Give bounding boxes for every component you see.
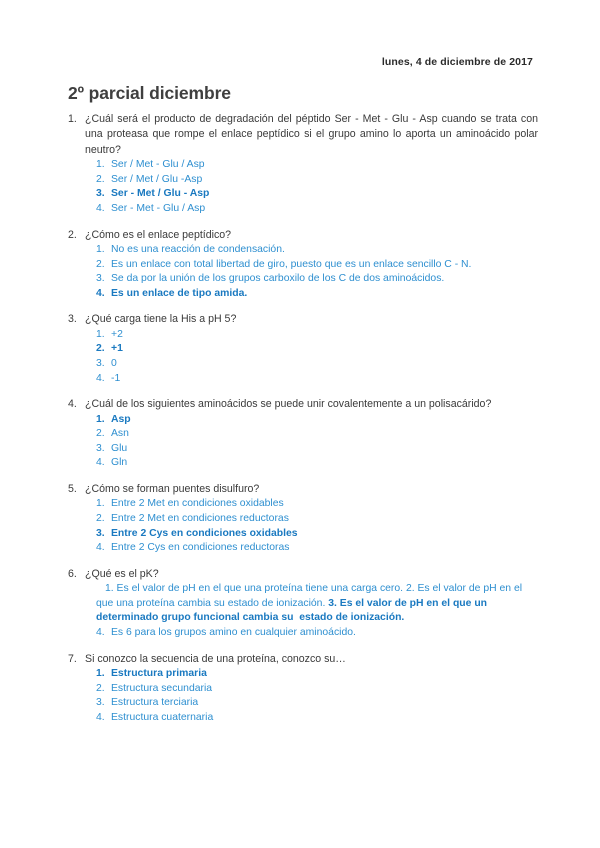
option-number: 4. bbox=[96, 457, 105, 469]
option-number: 1. bbox=[96, 498, 105, 510]
option-item[interactable] bbox=[68, 328, 538, 343]
option-label: +1 bbox=[111, 343, 123, 355]
option-item[interactable] bbox=[68, 427, 538, 442]
option-list bbox=[68, 667, 538, 725]
option-list bbox=[68, 158, 538, 216]
question-block bbox=[68, 652, 538, 726]
option-number: 1. bbox=[96, 413, 105, 425]
page-title: 2º parcial diciembre bbox=[68, 83, 231, 103]
question-text bbox=[68, 397, 538, 412]
option-number: 1. bbox=[96, 244, 105, 255]
option-item-correct[interactable] bbox=[68, 527, 538, 542]
option-list bbox=[68, 626, 538, 641]
question-number: 1. bbox=[68, 113, 77, 125]
option-label: -1 bbox=[111, 372, 121, 384]
option-flow-plain: 1. Es el valor de pH en el que una proteína tiene una carga cero. 2. Es el valor de pH en el que una proteína cambia su estado de ionización. bbox=[96, 583, 523, 609]
option-item[interactable] bbox=[68, 372, 538, 387]
question-body: ¿Qué es el pK? bbox=[85, 567, 159, 580]
question-block bbox=[68, 482, 538, 556]
option-list bbox=[68, 413, 538, 471]
question-text bbox=[68, 652, 538, 667]
question-number: 5. bbox=[68, 482, 77, 495]
option-number: 3. bbox=[96, 697, 105, 709]
option-item[interactable] bbox=[68, 541, 538, 556]
option-item[interactable] bbox=[68, 243, 538, 258]
option-label: Asn bbox=[111, 428, 129, 440]
option-number: 2. bbox=[96, 512, 105, 524]
option-item[interactable] bbox=[68, 357, 538, 372]
option-number: 4. bbox=[96, 203, 105, 214]
option-item-correct[interactable] bbox=[68, 342, 538, 357]
option-label: Ser - Met - Glu / Asp bbox=[111, 203, 206, 214]
question-number: 3. bbox=[68, 313, 77, 326]
option-number: 3. bbox=[96, 357, 105, 369]
option-number: 4. bbox=[96, 626, 105, 638]
option-item[interactable] bbox=[68, 456, 538, 471]
question-text bbox=[68, 228, 538, 243]
option-item[interactable] bbox=[68, 626, 538, 641]
option-number: 2. bbox=[96, 682, 105, 694]
document-date: lunes, 4 de diciembre de 2017 bbox=[381, 56, 533, 68]
option-item[interactable] bbox=[68, 158, 538, 173]
option-item[interactable] bbox=[68, 711, 538, 726]
option-label: Entre 2 Met en condiciones reductoras bbox=[111, 512, 289, 524]
question-block bbox=[68, 228, 538, 302]
option-label: Ser / Met / Glu -Asp bbox=[111, 173, 203, 185]
question-text bbox=[68, 312, 538, 327]
option-flow-correct: 3. Es el valor de pH en el que un determinado grupo funcional cambia su estado de ionización. bbox=[96, 597, 490, 624]
option-list bbox=[68, 497, 538, 555]
option-item[interactable] bbox=[68, 512, 538, 527]
option-item[interactable] bbox=[68, 442, 538, 457]
option-number: 2. bbox=[96, 428, 105, 440]
question-list bbox=[68, 112, 538, 736]
option-label: Estructura secundaria bbox=[111, 682, 213, 694]
option-number: 4. bbox=[96, 542, 105, 554]
option-item-correct[interactable] bbox=[68, 187, 538, 202]
option-label: No es una reacción de condensación. bbox=[111, 244, 285, 255]
option-label: Ser / Met - Glu / Asp bbox=[111, 159, 205, 171]
option-label: Estructura terciaria bbox=[111, 697, 199, 709]
option-item[interactable] bbox=[68, 272, 538, 287]
option-list bbox=[68, 243, 538, 301]
option-label: Asp bbox=[111, 413, 131, 425]
option-item-correct[interactable] bbox=[68, 667, 538, 682]
option-number: 3. bbox=[96, 273, 105, 285]
option-number: 2. bbox=[96, 343, 105, 355]
question-body: ¿Cuál de los siguientes aminoácidos se puede unir covalentemente a un polisacárido? bbox=[85, 398, 492, 411]
question-body: ¿Cómo se forman puentes disulfuro? bbox=[85, 482, 260, 495]
option-number: 3. bbox=[96, 188, 105, 200]
option-item-correct[interactable] bbox=[68, 413, 538, 428]
option-label: Es un enlace de tipo amida. bbox=[111, 287, 248, 299]
option-item[interactable] bbox=[68, 497, 538, 512]
question-body: ¿Qué carga tiene la His a pH 5? bbox=[85, 313, 237, 326]
question-body: ¿Cuál será el producto de degradación del péptido Ser - Met - Glu - Asp cuando se trata con una proteasa que rompe el enlace peptídico si el grupo amino lo aporta un aminoácido polar neutro? bbox=[85, 113, 538, 156]
option-flow-paragraph[interactable] bbox=[68, 582, 538, 626]
option-number: 2. bbox=[96, 258, 105, 270]
option-number: 3. bbox=[96, 442, 105, 454]
option-label: Es 6 para los grupos amino en cualquier aminoácido. bbox=[111, 626, 356, 638]
option-label: Estructura primaria bbox=[111, 667, 207, 679]
question-number: 4. bbox=[68, 398, 77, 411]
option-label: Entre 2 Cys en condiciones reductoras bbox=[111, 542, 290, 554]
option-number: 4. bbox=[96, 372, 105, 384]
question-block bbox=[68, 397, 538, 471]
option-item[interactable] bbox=[68, 696, 538, 711]
option-item[interactable] bbox=[68, 682, 538, 697]
question-block bbox=[68, 567, 538, 641]
option-number: 2. bbox=[96, 173, 105, 185]
option-label: Entre 2 Cys en condiciones oxidables bbox=[111, 527, 298, 539]
option-number: 1. bbox=[96, 667, 105, 679]
question-block bbox=[68, 312, 538, 386]
option-number: 3. bbox=[96, 527, 105, 539]
option-label: Es un enlace con total libertad de giro, puesto que es un enlace sencillo C - N. bbox=[111, 258, 472, 270]
question-number: 7. bbox=[68, 652, 77, 665]
option-number: 1. bbox=[96, 328, 105, 340]
option-number: 4. bbox=[96, 287, 105, 299]
option-label: Entre 2 Met en condiciones oxidables bbox=[111, 498, 284, 510]
question-body: ¿Cómo es el enlace peptídico? bbox=[85, 228, 232, 241]
question-number: 6. bbox=[68, 567, 77, 580]
option-label: Gln bbox=[111, 457, 128, 469]
question-body: Si conozco la secuencia de una proteína, conozco su… bbox=[85, 652, 346, 665]
question-text bbox=[68, 567, 538, 582]
question-text bbox=[68, 112, 538, 158]
question-block bbox=[68, 112, 538, 217]
option-label: 0 bbox=[111, 357, 117, 369]
option-label: Glu bbox=[111, 442, 128, 454]
option-item[interactable] bbox=[68, 173, 538, 188]
option-label: +2 bbox=[111, 328, 123, 340]
option-item[interactable] bbox=[68, 202, 538, 217]
option-label: Estructura cuaternaria bbox=[111, 711, 214, 723]
option-label: Ser - Met / Glu - Asp bbox=[111, 188, 210, 200]
question-number: 2. bbox=[68, 228, 77, 241]
option-number: 4. bbox=[96, 711, 105, 723]
question-text bbox=[68, 482, 538, 497]
option-number: 1. bbox=[96, 159, 105, 171]
option-list bbox=[68, 328, 538, 386]
option-item[interactable] bbox=[68, 258, 538, 273]
option-label: Se da por la unión de los grupos carboxilo de los C de dos aminoácidos. bbox=[111, 273, 445, 285]
option-item-correct[interactable] bbox=[68, 287, 538, 302]
